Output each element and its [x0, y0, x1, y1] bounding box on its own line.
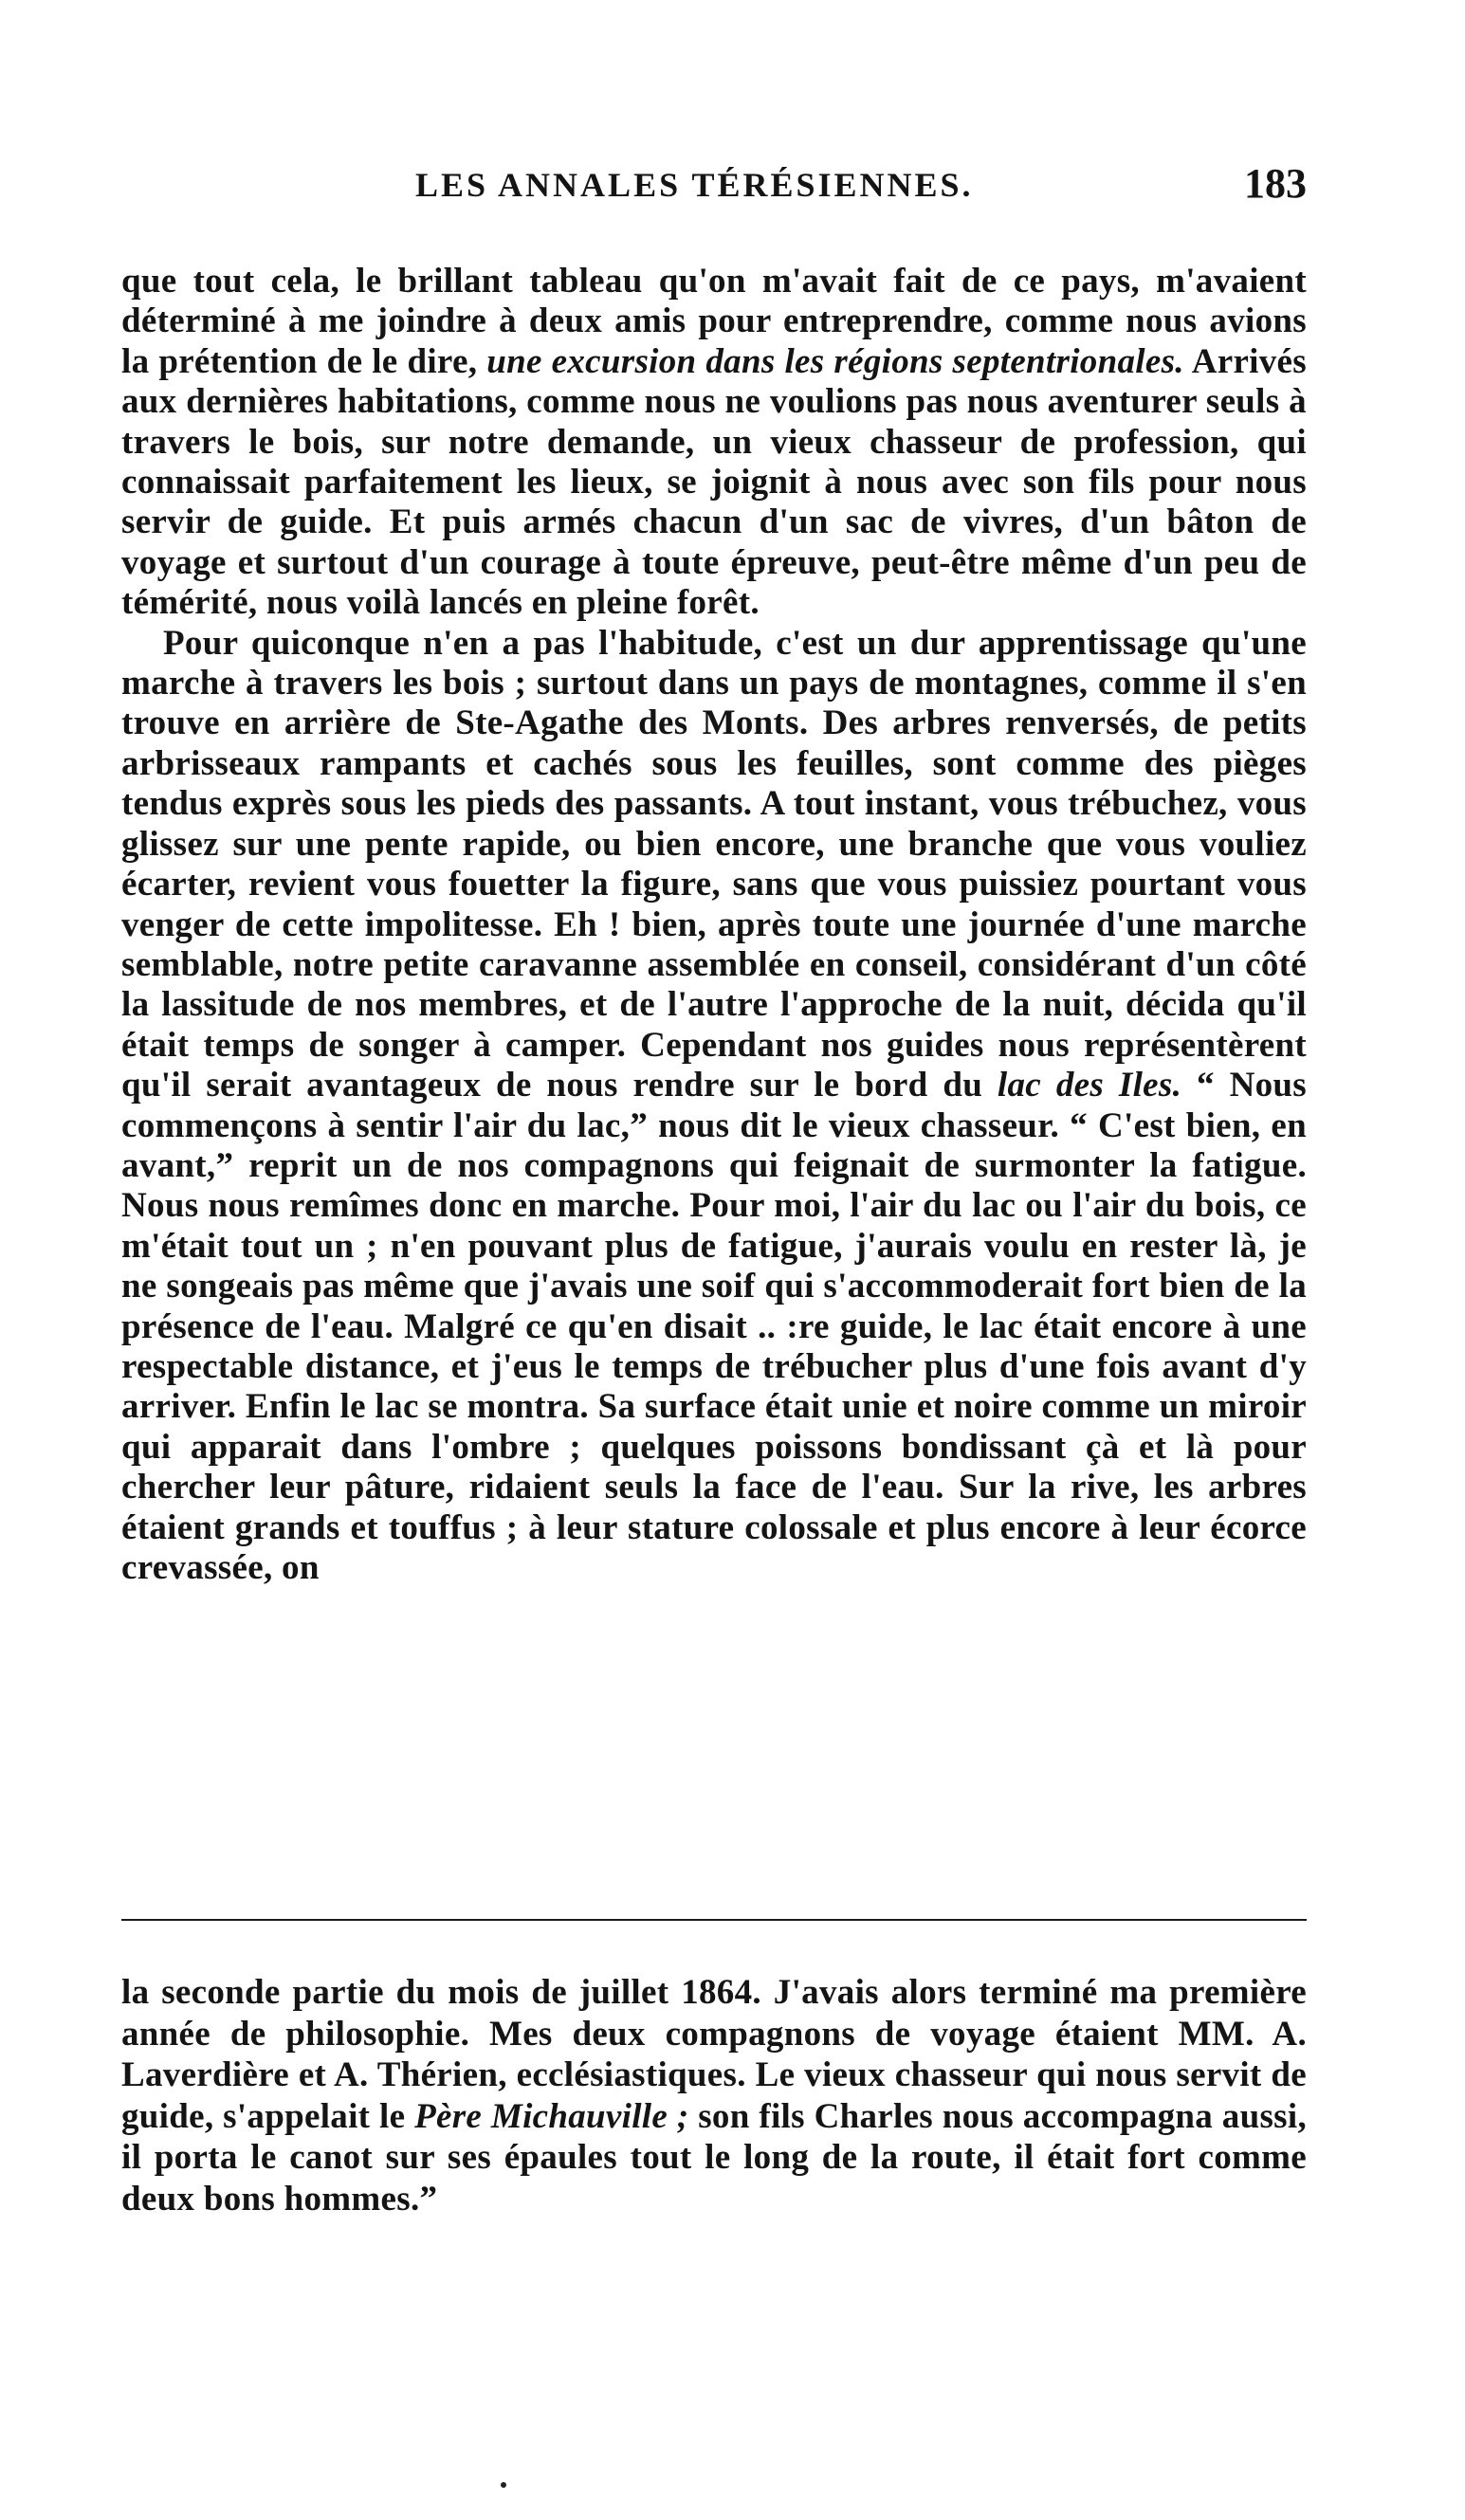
main-text — [121, 262, 1307, 1588]
footnote-italic: Père Michauville ; — [414, 2096, 689, 2136]
paragraph-2-italic: lac des Iles. — [997, 1066, 1182, 1105]
print-speck — [501, 2482, 506, 2488]
paragraph-2-text-a: Pour quiconque n'en a pas l'habitude, c'est un dur apprentissage qu'une marche à travers les bois ; surtout dans un pays de montagnes, comme il s'en trouve en arrière de Ste-Agathe des Monts. Des arbres renversés, de petits arbrisseaux rampants et cachés sous les feuilles, sont comme des pièges tendus exprès sous les pieds des passants. A tout instant, vous trébuchez, vous glissez sur une pente rapide, ou bien encore, une branche que vous vouliez écarter, revient vous fouetter la figure, sans que vous puissiez pourtant vous venger de cette impolitesse. Eh ! bien, après toute une journée d'une marche semblable, notre petite caravanne assemblée en conseil, considérant d'un côté la lassitude de nos membres, et de l'autre l'approche de la nuit, décida qu'il était temps de songer à camper. Cependant nos guides nous représentèrent qu'il serait avantageux de nous rendre sur le bord du — [121, 623, 1307, 1105]
paragraph-2 — [121, 624, 1307, 1589]
footnote — [121, 1972, 1307, 2219]
footnote-text-b: son fils Charles nous accompagna aussi, il porta le canot sur ses épaules tout le long de la route, il était fort comme deux bons hommes.” — [121, 2096, 1308, 2219]
footnote-text-a: la seconde partie du mois de juillet 1864. J'avais alors terminé ma première année de philosophie. Mes deux compagnons de voyage étaient MM. A. Laverdière et A. Thérien, ecclésiastiques. Le vieux chasseur qui nous servit de guide, s'appelait le — [121, 1973, 1307, 2136]
running-title: LES ANNALES TÉRÉSIENNES. — [415, 166, 974, 204]
paragraph-1-text-b: Arrivés aux dernières habitations, comme nous ne voulions pas nous aventurer seuls à travers le bois, sur notre demande, un vieux chasseur de profession, qui connaissait parfaitement les lieux, se joignit à nous avec son fils pour nous servir de guide. Et puis armés chacun d'un sac de vivres, d'un bâton de voyage et surtout d'un courage à toute épreuve, peut-être même d'un peu de témérité, nous voilà lancés en pleine forêt. — [121, 341, 1307, 623]
page-number: 183 — [1244, 160, 1307, 207]
paragraph-1-italic: une excursion dans les régions septentrionales. — [486, 341, 1184, 381]
page-header — [121, 159, 1307, 216]
footnote-separator — [121, 1919, 1307, 1921]
footnote-paragraph — [121, 1972, 1307, 2219]
paragraph-1-text-a: que tout cela, le brillant tableau qu'on m'avait fait de ce pays, m'avaient déterminé à me joindre à deux amis pour entreprendre, comme nous avions la prétention de le dire, — [121, 262, 1307, 381]
paragraph-1 — [121, 262, 1307, 624]
paragraph-2-text-b: “ Nous commençons à sentir l'air du lac,” nous dit le vieux chasseur. “ C'est bien, en avant,” reprit un de nos compagnons qui feignait de surmonter la fatigue. Nous nous remîmes donc en marche. Pour moi, l'air du lac ou l'air du bois, ce m'était tout un ; n'en pouvant plus de fatigue, j'aurais voulu en rester là, je ne songeais pas même que j'avais une soif qui s'accommoderait fort bien de la présence de l'eau. Malgré ce qu'en disait .. :re guide, le lac était encore à une respectable distance, et j'eus le temps de trébucher plus d'une fois avant d'y arriver. Enfin le lac se montra. Sa surface était unie et noire comme un miroir qui apparait dans l'ombre ; quelques poissons bondissant çà et là pour chercher leur pâture, ridaient seuls la face de l'eau. Sur la rive, les arbres étaient grands et touffus ; à leur stature colossale et plus encore à leur écorce crevassée, on — [121, 1066, 1308, 1587]
